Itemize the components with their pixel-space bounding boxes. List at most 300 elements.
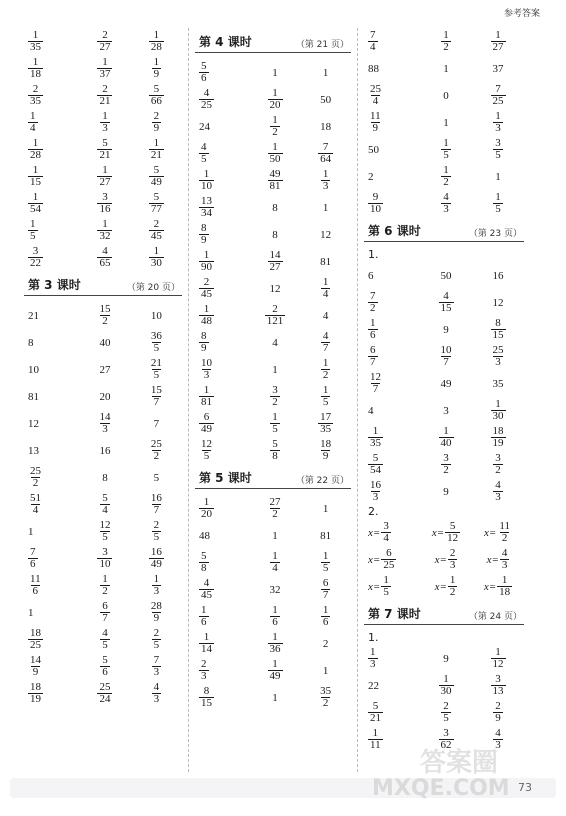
- answer-cell: [79, 390, 130, 404]
- answer-row: [24, 464, 182, 491]
- answer-cell: [195, 578, 250, 601]
- answer-cell: [420, 652, 472, 666]
- answer-cell: [24, 246, 79, 269]
- numerator: 1: [495, 191, 501, 203]
- whole-number: 48: [199, 529, 210, 542]
- fraction: [268, 88, 283, 111]
- numerator: 1: [203, 249, 210, 261]
- answer-cell: [300, 578, 351, 601]
- numerator: 1: [30, 218, 36, 230]
- numerator: 4: [203, 87, 210, 99]
- whole-number: 1: [272, 529, 278, 542]
- denominator: 30: [440, 685, 452, 697]
- numerator: 1: [32, 164, 39, 176]
- denominator: 21: [99, 95, 111, 107]
- answer-cell: [131, 601, 182, 624]
- numerator: 2: [32, 83, 39, 95]
- numerator: 4: [102, 245, 108, 257]
- answer-cell: [24, 606, 79, 620]
- fraction: [199, 169, 214, 192]
- numerator: 1: [102, 573, 108, 585]
- answer-cell: [131, 574, 182, 597]
- fraction: [441, 30, 451, 53]
- whole-number: 8: [28, 336, 34, 349]
- answer-row: [24, 680, 182, 707]
- denominator: 22: [30, 257, 41, 269]
- denominator: 11: [370, 739, 381, 751]
- answer-cell: [364, 170, 420, 184]
- numerator: 14: [269, 249, 281, 261]
- answer-cell: [472, 30, 524, 53]
- whole-number: 12: [269, 282, 281, 295]
- variable-x: x=: [368, 553, 381, 566]
- fraction: [149, 331, 164, 354]
- numerator: 27: [269, 496, 281, 508]
- answer-cell: [420, 377, 472, 391]
- fraction: [491, 399, 506, 422]
- numerator: 28: [150, 600, 162, 612]
- answer-cell: [24, 111, 79, 134]
- denominator: 4: [383, 532, 389, 544]
- answer-cell: [420, 323, 472, 337]
- answer-row: [364, 424, 524, 451]
- numerator: 1: [32, 137, 39, 149]
- fraction: [97, 412, 112, 435]
- section-page-ref: （第 21 页）: [295, 40, 349, 50]
- denominator: 7: [153, 396, 160, 408]
- denominator: 5: [153, 342, 160, 354]
- answer-cell: [250, 169, 301, 192]
- answer-cell: [131, 219, 182, 242]
- answer-cell: [420, 426, 472, 449]
- denominator: 5: [30, 230, 36, 242]
- section-page-ref: （第 22 页）: [295, 476, 349, 486]
- section-page-ref: （第 23 页）: [468, 229, 522, 239]
- numerator: 9: [372, 191, 379, 203]
- denominator: 10: [370, 203, 381, 215]
- answer-cell: [24, 363, 79, 377]
- numerator: 13: [201, 195, 212, 207]
- fraction: [368, 426, 383, 449]
- numerator: 6: [322, 577, 329, 589]
- denominator: 4: [370, 41, 376, 53]
- answer-cell: [300, 66, 351, 80]
- numerator: 1: [203, 384, 210, 396]
- answer-cell: [131, 192, 182, 215]
- answer-cell: [364, 426, 420, 449]
- answer-cell: [250, 497, 301, 520]
- denominator: 27: [99, 176, 111, 188]
- answer-cell: [79, 574, 130, 597]
- answer-cell: [195, 605, 250, 628]
- numerator: 4: [322, 330, 329, 342]
- answer-cell: [300, 664, 351, 678]
- numerator: 1: [443, 673, 449, 685]
- fraction: [268, 169, 283, 192]
- numerator: 4: [495, 727, 501, 739]
- answer-cell: [420, 192, 472, 215]
- watermark-logo: 答案圈: [420, 748, 499, 778]
- whole-number: 8: [272, 201, 278, 214]
- answer-row: [364, 316, 524, 343]
- numerator: 7: [495, 83, 501, 95]
- fraction: [268, 142, 283, 165]
- answer-cell: [300, 309, 351, 323]
- fraction: [441, 138, 451, 161]
- denominator: 25: [383, 559, 395, 571]
- denominator: 49: [201, 423, 212, 435]
- answer-row: [24, 55, 182, 82]
- fraction: [441, 165, 451, 188]
- denominator: 13: [492, 685, 504, 697]
- answer-row: [364, 397, 524, 424]
- answer-row: [364, 451, 524, 478]
- answer-cell: [79, 336, 130, 350]
- whole-number: 7: [153, 417, 160, 430]
- answer-cell: [472, 548, 524, 571]
- answer-cell: [250, 304, 301, 327]
- fraction: [445, 521, 460, 544]
- fraction: [270, 439, 280, 462]
- fraction: [100, 601, 110, 624]
- whole-number: 1: [443, 62, 449, 75]
- fraction: [199, 250, 214, 273]
- answer-cell: [250, 363, 301, 377]
- fraction: [368, 647, 378, 670]
- answer-row: [195, 221, 351, 248]
- denominator: 28: [150, 41, 162, 53]
- denominator: 35: [370, 437, 381, 449]
- answer-cell: [24, 574, 79, 597]
- answer-row: [195, 167, 351, 194]
- numerator: 51: [30, 492, 41, 504]
- fraction: [368, 192, 383, 215]
- answer-row: [195, 495, 351, 522]
- answer-row: [195, 248, 351, 275]
- answer-cell: [364, 548, 420, 571]
- answer-cell: [195, 632, 250, 655]
- denominator: 2: [32, 477, 39, 489]
- whole-number: 1: [322, 201, 329, 214]
- answer-cell: [195, 358, 250, 381]
- fraction: [199, 412, 214, 435]
- fraction: [199, 61, 209, 84]
- equation: [484, 575, 512, 598]
- answer-cell: [300, 120, 351, 134]
- fraction: [321, 578, 331, 601]
- answer-row: [24, 136, 182, 163]
- answer-cell: [250, 412, 301, 435]
- answer-cell: [300, 439, 351, 462]
- answer-row: [195, 657, 351, 684]
- numerator: 1: [153, 573, 160, 585]
- whole-number: 81: [320, 529, 332, 542]
- whole-number: 9: [443, 485, 449, 498]
- fraction: [149, 192, 164, 215]
- fraction: [28, 111, 38, 134]
- answer-cell: [472, 480, 524, 503]
- whole-number: 22: [368, 679, 379, 692]
- answer-cell: [250, 282, 301, 296]
- answer-row: [364, 478, 524, 505]
- answer-cell: [79, 57, 130, 80]
- fraction: [28, 574, 43, 597]
- denominator: 5: [153, 639, 160, 651]
- numerator: 6: [386, 547, 392, 559]
- answer-cell: [472, 377, 524, 391]
- denominator: 35: [320, 423, 332, 435]
- header-note: 参考答案: [503, 9, 540, 19]
- fraction: [270, 115, 280, 138]
- numerator: 4: [153, 681, 160, 693]
- answer-cell: [79, 30, 130, 53]
- numerator: 1: [370, 317, 376, 329]
- denominator: 3: [370, 658, 376, 670]
- fraction: [368, 111, 383, 134]
- fraction: [500, 548, 510, 571]
- numerator: 4: [201, 141, 207, 153]
- answer-cell: [24, 165, 79, 188]
- answer-cell: [24, 628, 79, 651]
- answer-cell: [420, 138, 472, 161]
- answer-cell: [472, 701, 524, 724]
- answer-cell: [250, 583, 301, 597]
- answer-cell: [131, 547, 182, 570]
- answer-cell: [79, 628, 130, 651]
- whole-number: 37: [492, 62, 504, 75]
- answer-cell: [131, 246, 182, 269]
- answer-cell: [195, 142, 250, 165]
- answer-cell: [131, 682, 182, 705]
- denominator: 2: [443, 464, 449, 476]
- whole-number: 88: [368, 62, 379, 75]
- fraction: [265, 304, 286, 327]
- numerator: 1: [153, 56, 160, 68]
- denominator: 3: [449, 559, 456, 571]
- answer-row: [195, 329, 351, 356]
- answer-row: [195, 59, 351, 86]
- answer-row: [364, 262, 524, 289]
- answer-block: [364, 223, 524, 505]
- denominator: 15: [440, 302, 452, 314]
- whole-number: 1: [272, 66, 278, 79]
- denominator: 3: [203, 369, 210, 381]
- denominator: 54: [370, 464, 381, 476]
- answer-cell: [364, 111, 420, 134]
- numerator: 2: [102, 83, 108, 95]
- denominator: 27: [492, 41, 504, 53]
- answer-cell: [24, 138, 79, 161]
- whole-number: 81: [320, 255, 332, 268]
- numerator: 1: [272, 604, 278, 616]
- answer-row: [195, 356, 351, 383]
- denominator: 27: [99, 41, 111, 53]
- answer-block: [195, 470, 351, 711]
- answer-cell: [364, 453, 420, 476]
- numerator: 2: [495, 700, 501, 712]
- denominator: 77: [150, 203, 162, 215]
- answer-row: [195, 549, 351, 576]
- numerator: 5: [153, 191, 160, 203]
- answer-row: [24, 653, 182, 680]
- numerator: 10: [201, 357, 212, 369]
- fraction: [199, 277, 214, 300]
- numerator: 1: [102, 164, 108, 176]
- denominator: 45: [150, 230, 162, 242]
- denominator: 6: [201, 616, 207, 628]
- answer-cell: [24, 57, 79, 80]
- fraction: [493, 701, 503, 724]
- denominator: 81: [269, 180, 281, 192]
- whole-number: 5: [153, 471, 160, 484]
- equation: [487, 548, 510, 571]
- numerator: 1: [272, 411, 278, 423]
- answer-row: [364, 136, 524, 163]
- answer-cell: [195, 529, 250, 543]
- numerator: 2: [153, 519, 160, 531]
- denominator: 5: [443, 712, 449, 724]
- fraction: [448, 575, 458, 598]
- numerator: 1: [272, 141, 278, 153]
- fraction: [318, 439, 333, 462]
- fraction: [439, 291, 454, 314]
- numerator: 1: [203, 168, 210, 180]
- numerator: 1: [272, 114, 278, 126]
- denominator: 2: [272, 396, 278, 408]
- fraction: [381, 548, 396, 571]
- numerator: 7: [153, 654, 160, 666]
- numerator: 2: [449, 547, 456, 559]
- fraction: [441, 701, 451, 724]
- fraction: [28, 192, 43, 215]
- denominator: 3: [102, 122, 108, 134]
- answer-cell: [195, 412, 250, 435]
- answer-cell: [24, 655, 79, 678]
- denominator: 9: [201, 234, 207, 246]
- answer-row: [24, 491, 182, 518]
- answer-cell: [300, 502, 351, 516]
- denominator: 35: [30, 95, 41, 107]
- fraction: [199, 223, 209, 246]
- answer-cell: [472, 345, 524, 368]
- denominator: 6: [32, 585, 39, 597]
- numerator: 5: [449, 520, 456, 532]
- numerator: 10: [440, 344, 452, 356]
- answer-row: [364, 190, 524, 217]
- fraction: [270, 551, 280, 574]
- fraction: [368, 728, 383, 751]
- fraction: [381, 575, 391, 598]
- denominator: 2: [501, 532, 508, 544]
- answer-row: [195, 522, 351, 549]
- numerator: 1: [495, 110, 501, 122]
- numerator: 1: [495, 29, 501, 41]
- answer-cell: [250, 551, 301, 574]
- equation: [368, 521, 391, 544]
- answer-cell: [472, 647, 524, 670]
- denominator: 30: [492, 410, 504, 422]
- fraction: [199, 632, 214, 655]
- answer-cell: [131, 385, 182, 408]
- answer-cell: [420, 116, 472, 130]
- answer-cell: [195, 686, 250, 709]
- equation: [484, 521, 512, 544]
- numerator: 5: [102, 492, 108, 504]
- denominator: 3: [201, 670, 207, 682]
- answer-row: [364, 573, 524, 600]
- answer-cell: [131, 309, 182, 323]
- numerator: 5: [201, 60, 207, 72]
- answer-cell: [472, 138, 524, 161]
- answer-row: [195, 302, 351, 329]
- answer-row: [24, 82, 182, 109]
- whole-number: 40: [99, 336, 111, 349]
- answer-cell: [79, 682, 130, 705]
- answer-cell: [195, 169, 250, 192]
- denominator: 20: [201, 508, 212, 520]
- answer-cell: [24, 547, 79, 570]
- answer-row: [24, 329, 182, 356]
- section-title: 第 6 课时: [368, 224, 421, 238]
- denominator: 3: [322, 180, 329, 192]
- answer-row: [24, 190, 182, 217]
- answer-cell: [131, 138, 182, 161]
- denominator: 12: [447, 532, 459, 544]
- fraction: [368, 30, 378, 53]
- page-number: 73: [518, 781, 532, 794]
- numerator: 1: [322, 604, 329, 616]
- fraction: [491, 647, 506, 670]
- denominator: 27: [269, 261, 281, 273]
- fraction: [149, 84, 164, 107]
- answer-cell: [79, 304, 130, 327]
- denominator: 5: [272, 423, 278, 435]
- numerator: 1: [322, 384, 329, 396]
- numerator: 1: [153, 245, 160, 257]
- fraction: [199, 551, 209, 574]
- answer-row: [24, 302, 182, 329]
- numerator: 1: [203, 303, 210, 315]
- fraction: [321, 385, 331, 408]
- numerator: 3: [495, 452, 501, 464]
- fraction: [97, 246, 112, 269]
- fraction: [28, 165, 43, 188]
- answer-cell: [420, 548, 472, 571]
- whole-number: 1: [28, 525, 34, 538]
- answer-cell: [420, 165, 472, 188]
- fraction: [268, 250, 283, 273]
- equation: [368, 548, 396, 571]
- numerator: 1: [272, 550, 278, 562]
- denominator: 62: [440, 739, 452, 751]
- answer-column-2: [195, 28, 351, 711]
- fraction: [491, 426, 506, 449]
- section-page-ref: （第 20 页）: [126, 283, 180, 293]
- denominator: 15: [30, 176, 41, 188]
- answer-row: [364, 55, 524, 82]
- fraction: [381, 521, 391, 544]
- denominator: 9: [201, 342, 207, 354]
- numerator: 1: [272, 658, 278, 670]
- numerator: 3: [102, 546, 108, 558]
- denominator: 3: [495, 491, 501, 503]
- fraction: [318, 142, 333, 165]
- answer-cell: [250, 691, 301, 705]
- equation: [435, 575, 458, 598]
- answer-cell: [472, 296, 524, 310]
- numerator: 1: [102, 56, 108, 68]
- numerator: 16: [150, 546, 162, 558]
